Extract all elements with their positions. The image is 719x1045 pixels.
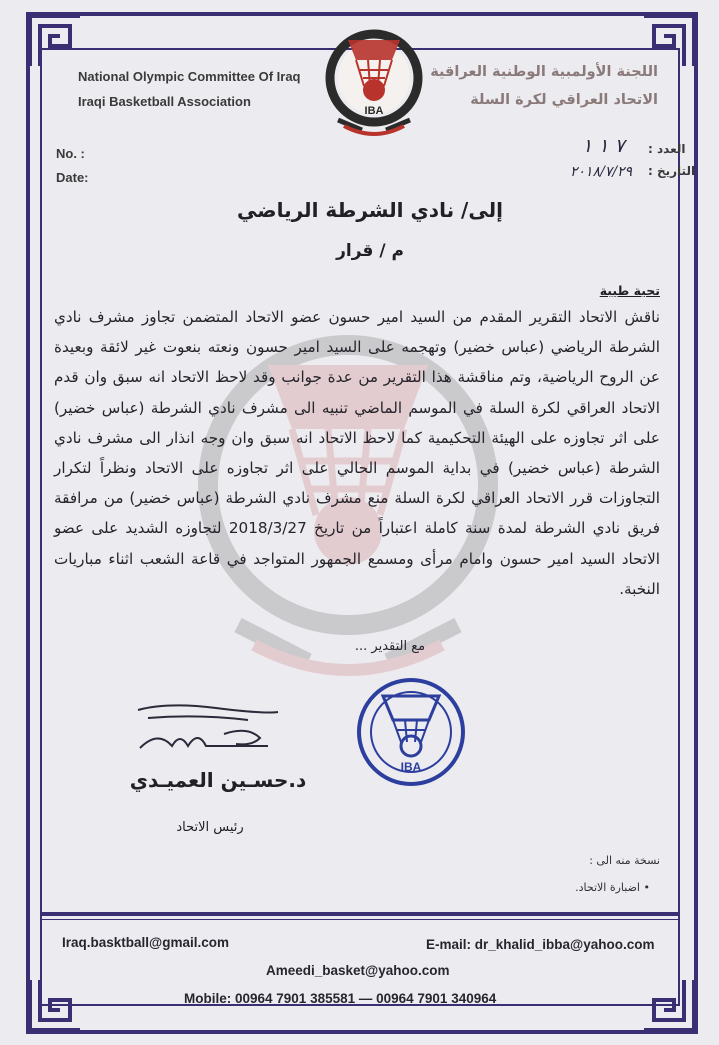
association-logo xyxy=(318,26,430,140)
footer-email-left: Iraq.basktball@gmail.com xyxy=(62,935,229,950)
letter-body: ناقش الاتحاد التقرير المقدم من السيد امير حسون عضو الاتحاد المتضمن تجاوز مشرف نادي الشرطة الرياضي (عباس خضير) وتهجمه على السيد امير حسون ونعته بنعوت غير لائقة وبعيدة عن الروح الرياضية، وتم مناقشة هذا التقرير من عدة جوانب وقد لاحظ الاتحاد انه سبق وان قدم الاتحاد العراقي لكرة السلة في الموسم الماضي تنبيه الى مشرف نادي الشرطة (عباس خضير) على اثر تجاوزه على الهيئة التحكيمية كما لاحظ الاتحاد انه سبق وان وجه انذار الى مشرف نادي الشرطة (عباس خضير) في بداية الموسم الحالي على اثر تجاوزه على الاتحاد ونظراً لتكرار التجاوزات قرر الاتحاد العراقي لكرة السلة منع مشرف نادي الشرطة (عباس خضير) من مرافقة فريق نادي الشرطة لمدة سنة كاملة اعتباراً من تاريخ 2018/3/27 لتجاوزه الشديد على عضو الاتحاد السيد امير حسون وامام مرأى ومسمع الجمهور المتواجد في قاعة الشعب اثناء مباريات النخبة. xyxy=(54,308,660,598)
letterhead-arabic xyxy=(420,58,658,114)
signer-title: رئيس الاتحاد xyxy=(176,820,244,835)
handwritten-number: ٧ ١ ١ xyxy=(582,135,625,157)
closing: مع التقدير ... xyxy=(354,639,426,654)
org-name-english: National Olympic Committee Of Iraq xyxy=(78,69,301,84)
signer-name: د.حسـين العميـدي xyxy=(129,768,307,792)
date-label: Date: xyxy=(56,170,89,185)
cc-label: نسخة منه الى : xyxy=(589,854,660,867)
logo-abbreviation: IBA xyxy=(364,105,384,117)
stamp-abbreviation: IBA xyxy=(400,760,422,774)
footer-divider xyxy=(40,912,680,916)
footer-mobile: Mobile: 00964 7901 385581 — 00964 7901 340964 xyxy=(184,991,497,1006)
footer-email-right: E-mail: dr_khalid_ibba@yahoo.com xyxy=(426,937,655,952)
handwritten-date: ٢٠١٨/٧/٢٩ xyxy=(570,164,633,180)
footer-divider-thin xyxy=(40,919,680,920)
corner-ornament-bottom-right xyxy=(640,976,698,1034)
number-label: No. : xyxy=(56,146,85,161)
corner-ornament-bottom-left xyxy=(26,976,84,1034)
greeting: تحية طيبة xyxy=(599,283,660,298)
addressee: إلى/ نادي الشرطة الرياضي xyxy=(237,198,503,222)
association-name-arabic: الاتحاد العراقي لكرة السلة xyxy=(470,92,658,108)
number-label-arabic: العدد : xyxy=(648,142,686,156)
cc-item-text: اضبارة الاتحاد. xyxy=(575,881,640,894)
handwritten-signature xyxy=(128,700,290,762)
association-name-english: Iraqi Basketball Association xyxy=(78,94,251,109)
subject-line: م / قرار xyxy=(336,241,404,261)
date-label-arabic: التاريخ : xyxy=(648,164,696,178)
org-name-arabic: اللجنة الأولمبية الوطنية العراقية xyxy=(430,64,658,80)
footer-email-center: Ameedi_basket@yahoo.com xyxy=(266,963,450,978)
corner-ornament-top-left xyxy=(26,12,84,70)
official-stamp xyxy=(355,676,467,788)
cc-item: • اضبارة الاتحاد. xyxy=(575,881,650,894)
letterhead-english xyxy=(78,64,308,114)
